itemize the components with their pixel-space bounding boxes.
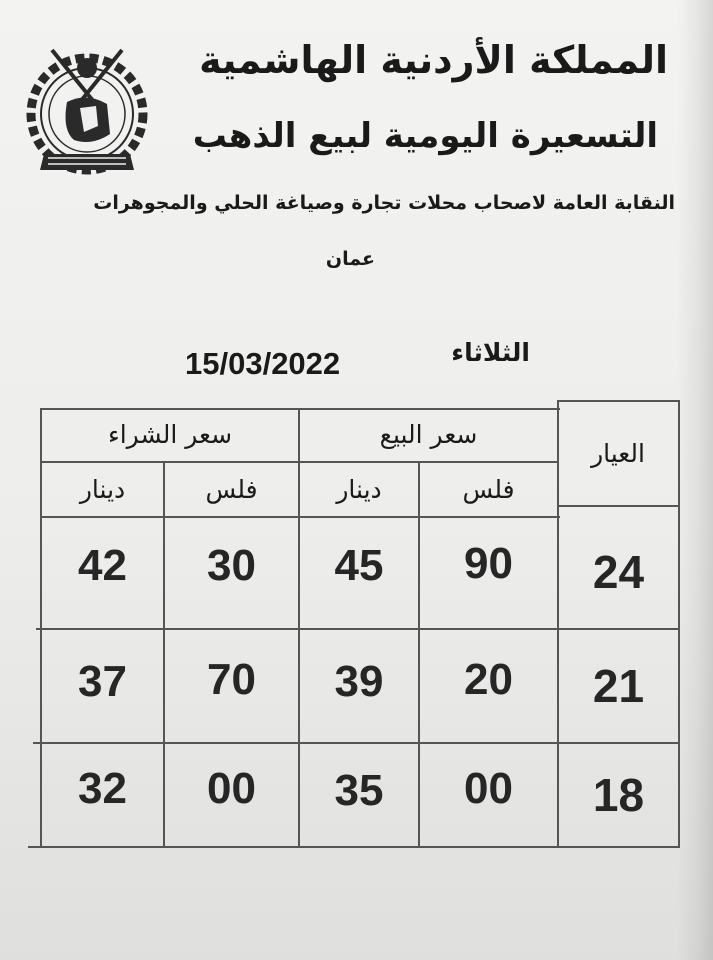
sell-dinar-24: 45 — [334, 541, 384, 590]
date-value: 15/03/2022 — [185, 346, 341, 381]
sell-fils-header: فلس — [462, 475, 515, 504]
karat-21: 21 — [592, 660, 645, 712]
daily-pricing-title: التسعيرة اليومية لبيع الذهب — [192, 116, 658, 156]
sell-dinar-header: دينار — [336, 475, 382, 504]
weekday: الثلاثاء — [451, 338, 530, 367]
karat-header: العيار — [591, 439, 645, 468]
buy-dinar-header: دينار — [79, 475, 126, 504]
sell-fils-24: 90 — [464, 539, 513, 588]
karat-24: 24 — [592, 546, 645, 598]
buy-fils-24: 30 — [207, 541, 256, 590]
buy-fils-21: 70 — [207, 655, 256, 704]
city-name: عمان — [325, 248, 375, 270]
buy-fils-18: 00 — [207, 764, 256, 813]
syndicate-name: النقابة العامة لاصحاب محلات تجارة وصياغة الحلي والمجوهرات — [93, 192, 675, 214]
buy-fils-header: فلس — [205, 475, 258, 504]
buy-dinar-21: 37 — [78, 657, 127, 706]
sell-dinar-18: 35 — [334, 766, 384, 815]
sell-dinar-21: 39 — [334, 657, 384, 706]
sell-price-header: سعر البيع — [379, 420, 478, 449]
buy-price-header: سعر الشراء — [107, 420, 233, 449]
buy-dinar-24: 42 — [78, 541, 127, 590]
sell-fils-18: 00 — [464, 764, 513, 813]
kingdom-title: المملكة الأردنية الهاشمية — [199, 38, 668, 82]
sell-fils-21: 20 — [464, 655, 513, 704]
karat-18: 18 — [592, 769, 645, 821]
buy-dinar-18: 32 — [78, 764, 127, 813]
